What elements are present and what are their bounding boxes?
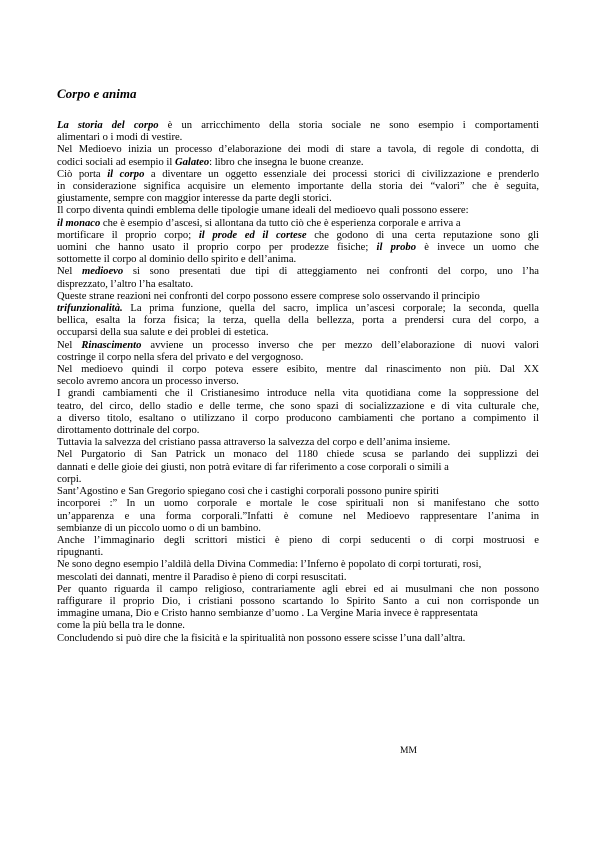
text-line <box>57 596 539 608</box>
emphasized-text: medioevo <box>82 266 124 278</box>
text-line <box>57 303 539 315</box>
text-line <box>57 364 539 376</box>
text-line <box>57 535 539 547</box>
text-line <box>57 572 539 584</box>
text-run: secolo avremo ancora un processo inverso. <box>57 376 239 388</box>
text-run: che è esempio d’ascesi, si allontana da tutto ciò che è esperienza corporale e arriva a <box>100 217 461 229</box>
text-line <box>57 132 539 144</box>
text-run: : libro che insegna le buone creanze. <box>209 156 364 168</box>
text-run: teatro, del circo, dello stadio e delle terme, che sono spazi di socializzazione e di vita culturale che, <box>57 400 539 412</box>
text-run: un’apparenza e una forma corporali.”Infatti è comune nel Medioevo rappresentare l’anima in <box>57 510 539 522</box>
text-line <box>57 266 539 278</box>
text-run: Tuttavia la salvezza del cristiano passa attraverso la salvezza del corpo e dell’anima insieme. <box>57 437 451 449</box>
text-run: in considerazione significa acquisire un elemento importante della storia dei “valori” che è seguita, <box>57 181 539 193</box>
text-line <box>57 474 539 486</box>
text-line <box>57 340 539 352</box>
text-line <box>57 315 539 327</box>
text-line <box>57 498 539 510</box>
text-line <box>57 120 539 132</box>
text-run: immagine umana, Dio e Cristo hanno sembianze d’uomo . La Vergine Maria invece è rappresentata <box>57 608 478 620</box>
text-run: I grandi cambiamenti che il Cristianesimo introduce nella vita quotidiana come la soppressione del <box>57 388 539 400</box>
text-line <box>57 511 539 523</box>
text-line <box>57 462 539 474</box>
text-line <box>57 205 539 217</box>
document-title: Corpo e anima <box>57 86 137 101</box>
text-run: bellica, esalta la forza fisica; la terza, quella della bellezza, porta a prendersi cura del corpo, a <box>57 315 539 327</box>
text-line <box>57 413 539 425</box>
text-run: a diventare un oggetto essenziale dei processi storici di civilizzazione e prenderlo <box>144 168 539 180</box>
text-line <box>57 352 539 364</box>
text-run: dirottamento dottrinale del corpo. <box>57 425 200 437</box>
text-run: è invece un uomo che <box>416 242 539 254</box>
emphasized-text: il corpo <box>107 168 145 180</box>
text-line <box>57 633 539 645</box>
text-run: codici sociali ad esempio il <box>57 156 175 168</box>
text-line <box>57 388 539 400</box>
emphasized-text: il prode ed il cortese <box>198 229 307 241</box>
text-run: sembianze di un piccolo uomo o di un bambino. <box>57 522 261 534</box>
text-line <box>57 376 539 388</box>
text-run: occuparsi della sua salute e dei problei di estetica. <box>57 327 269 339</box>
text-run: raffigurare il proprio Dio, i cristiani possono scartando lo Spirito Santo a cui non corrisponde un <box>57 595 539 607</box>
text-run: Anche l’immaginario degli scrittori mistici è pieno di corpi seducenti o di corpi mostruosi e <box>57 534 539 546</box>
text-line <box>57 425 539 437</box>
emphasized-text: il probo <box>376 242 416 254</box>
text-run: Per quanto riguarda il campo religioso, contrariamente agli ebrei ed ai musulmani che non possono <box>57 583 539 595</box>
emphasized-text: trifunzionalità. <box>57 303 123 315</box>
text-line <box>57 449 539 461</box>
text-run: incorporei :” In un uomo corporale e mortale le cose spirituali non si manifestano che sotto <box>57 498 539 510</box>
text-line <box>57 242 539 254</box>
text-line <box>57 547 539 559</box>
text-line <box>57 291 539 303</box>
text-run: Il corpo diventa quindi emblema delle tipologie umane ideali del medioevo quali possono essere: <box>57 205 469 217</box>
emphasized-text: La storia del corpo <box>57 120 159 131</box>
text-line <box>57 218 539 230</box>
text-run: costringe il corpo nella sfera del privato e del vergognoso. <box>57 351 304 363</box>
text-run: disprezzato, l’altro l’ha esaltato. <box>57 278 194 290</box>
text-line <box>57 144 539 156</box>
text-line <box>57 620 539 632</box>
text-run: alimentari o i modi di vestire. <box>57 132 183 144</box>
text-run: ripugnanti. <box>57 547 104 559</box>
text-run: come la più bella tra le donne. <box>57 620 185 632</box>
text-run: mortificare il proprio corpo; <box>57 229 199 241</box>
text-run: Queste strane reazioni nei confronti del corpo possono essere comprese solo osservando il principio <box>57 290 480 302</box>
text-run: è un arricchimento della storia sociale ne sono esempio i comportamenti <box>158 120 539 131</box>
text-line <box>57 584 539 596</box>
text-line <box>57 181 539 193</box>
text-run: Nel Purgatorio di San Patrick un monaco del 1180 chiede scusa se parlando dei supplizzi dei <box>57 449 539 461</box>
text-line <box>57 523 539 535</box>
text-line <box>57 327 539 339</box>
text-run: a diverso titolo, esaltano o utilizzano il corpo producono cambiamenti che portano a compimento il <box>57 412 539 424</box>
text-line <box>57 193 539 205</box>
text-run: corpi. <box>57 473 82 485</box>
text-run: La prima funzione, quella del sacro, implica un’ascesi corporale; la seconda, quella <box>122 303 539 315</box>
text-run: Sant’Agostino e San Gregorio spiegano così che i castighi corporali possono punire spiriti <box>57 486 439 498</box>
text-run: Nel <box>57 339 82 351</box>
text-run: Concludendo si può dire che la fisicità e la spiritualità non possono essere scisse l’una dall’altra. <box>57 632 466 644</box>
text-run: sottomette il corpo al dominio dello spirito e dell’anima. <box>57 254 297 266</box>
text-run: Ne sono degno esempio l’aldilà della Divina Commedia: l’Inferno è popolato di corpi torturati, rosi, <box>57 559 482 571</box>
text-run: che godono di una certa reputazione sono gli <box>306 229 539 241</box>
text-line <box>57 401 539 413</box>
text-line <box>57 608 539 620</box>
text-run: avviene un processo inverso che per mezzo dell’elaborazione di nuovi valori <box>141 339 539 351</box>
text-line <box>57 157 539 169</box>
text-line <box>57 437 539 449</box>
text-run: mescolati dei dannati, mentre il Paradiso è pieno di corpi resuscitati. <box>57 571 347 583</box>
text-run: uomini che hanno usato il proprio corpo per prodezze fisiche; <box>57 242 377 254</box>
signature: MM <box>400 746 417 756</box>
text-run: Nel <box>57 266 82 278</box>
text-line <box>57 230 539 242</box>
text-run: Nel Medioevo inizia un processo d’elaborazione dei modi di stare a tavola, di regole di condotta, di <box>57 144 539 156</box>
text-run: giustamente, sempre con maggior interesse da parte degli storici. <box>57 193 332 205</box>
emphasized-text: Rinascimento <box>81 339 142 351</box>
text-line <box>57 559 539 571</box>
emphasized-text: Galateo <box>174 156 210 168</box>
text-run: Nel medioevo quindi il corpo poteva essere esibito, mentre dal rinascimento non più. Dal XX <box>57 364 539 376</box>
text-run: dannati e delle gioie dei giusti, non potrà evitare di far riferimento a cose corporali o simili a <box>57 461 449 473</box>
text-run: Ciò porta <box>57 168 108 180</box>
document-body <box>57 120 539 645</box>
text-line <box>57 279 539 291</box>
emphasized-text: il monaco <box>57 217 101 229</box>
text-line <box>57 254 539 266</box>
text-run: si sono presentati due tipi di atteggiamento nei confronti del corpo, uno l’ha <box>123 266 539 278</box>
text-line <box>57 486 539 498</box>
text-line <box>57 169 539 181</box>
